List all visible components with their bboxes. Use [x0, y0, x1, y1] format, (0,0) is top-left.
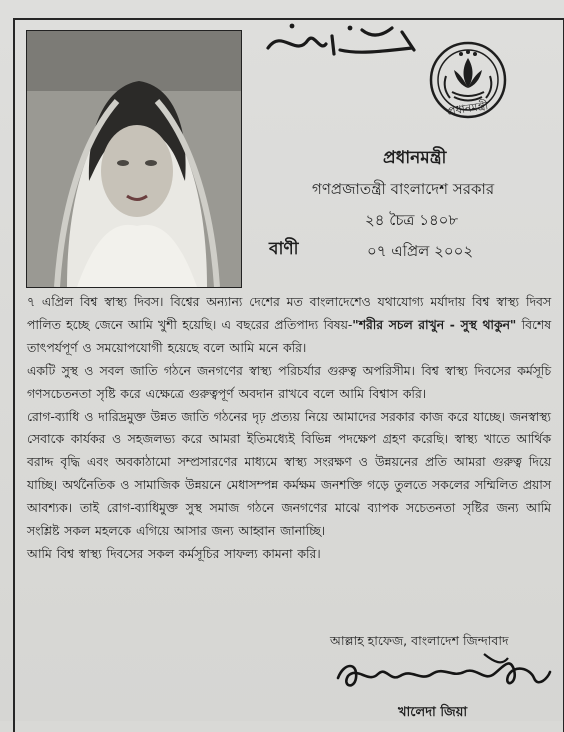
paragraph-4: আমি বিশ্ব স্বাস্থ্য দিবসের সকল কর্মসূচির সাফল্য কামনা করি। — [27, 546, 321, 561]
bismillah-calligraphy — [262, 18, 422, 66]
office-title: প্রধানমন্ত্রী — [383, 148, 447, 168]
government-name: গণপ্রজাতন্ত্রী বাংলাদেশ সরকার — [312, 180, 495, 198]
message-body — [27, 291, 551, 566]
date-bengali: ২৪ চৈত্র ১৪০৮ — [365, 211, 459, 229]
signer-name: খালেদা জিয়া — [398, 705, 468, 720]
paragraph-1: ৭ এপ্রিল বিশ্ব স্বাস্থ্য দিবস। বিশ্বের অন্যান্য দেশের মত বাংলাদেশেও যথাযোগ্য মর্যাদায় বিশ্ব স্বাস্থ্য দিবস পালিত হচ্ছে জেনে আমি খুশী হয়েছি। এ বছরের প্রতিপাদ্য বিষয়-"শরীর সচল রাখুন - সুস্থ থাকুন" বিশেষ তাৎপর্যপূর্ণ ও সময়োপযোগী হয়েছে বলে আমি মনে করি। — [27, 295, 551, 355]
message-heading: বাণী — [269, 239, 299, 259]
seal-caption: প্রধানমন্ত্রী — [446, 99, 490, 118]
paragraph-3: রোগ-ব্যাধি ও দারিদ্রমুক্ত উন্নত জাতি গঠনের দৃঢ় প্রত্যয় নিয়ে আমাদের সরকার কাজ করে যাচ্ছে। জনস্বাস্থ্য সেবাকে কার্যকর ও সহজলভ্য করে আমরা ইতিমধ্যেই বিভিন্ন পদক্ষেপ গ্রহণ করেছি। স্বাস্থ্য খাতে আর্থিক বরাদ্দ বৃদ্ধি এবং অবকাঠামো সম্প্রসারণের মাধ্যমে স্বাস্থ্য সংরক্ষণ ও উন্নয়নের প্রতি আমরা গুরুত্ব দিয়ে যাচ্ছি। অর্থনৈতিক ও সামাজিক উন্নয়নে মেধাসম্পন্ন কর্মক্ষম জনশক্তি গড়ে তুলতে সকলের সম্মিলিত প্রয়াস আবশ্যক। তাই রোগ-ব্যাধিমুক্ত সুস্থ সমাজ গঠনে জনগণের মাঝে ব্যাপক সচেতনতা সৃষ্টির জন্য আমি সংশ্লিষ্ট সকল মহলকে এগিয়ে আসার জন্য আহ্বান জানাচ্ছি। — [27, 409, 551, 539]
paragraph-2: একটি সুস্থ ও সবল জাতি গঠনে জনগণের স্বাস্থ্য পরিচর্যার গুরুত্ব অপরিসীম। বিশ্ব স্বাস্থ্য দিবসের কর্মসূচি গণসচেতনতা সৃষ্টি করে এক্ষেত্রে গুরুত্বপূর্ণ অবদান রাখবে বলে আমি বিশ্বাস করি। — [27, 363, 551, 401]
portrait-photo — [26, 30, 242, 288]
date-gregorian: ০৭ এপ্রিল ২০০২ — [367, 242, 474, 260]
signoff-text: আল্লাহ হাফেজ, বাংলাদেশ জিন্দাবাদ — [330, 633, 509, 648]
theme-text: "শরীর সচল রাখুন - সুস্থ থাকুন" — [352, 317, 517, 332]
handwritten-signature — [334, 648, 554, 696]
